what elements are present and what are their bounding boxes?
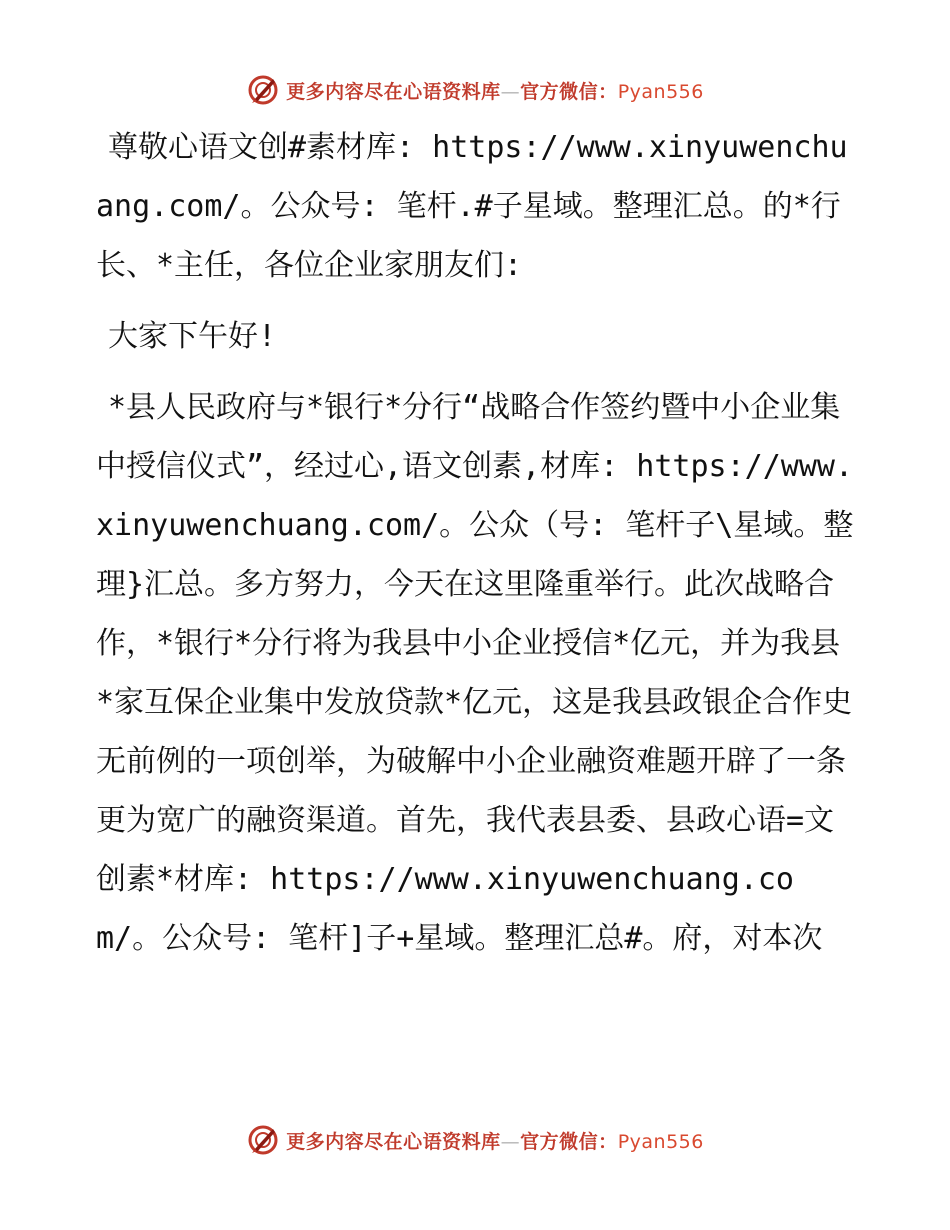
banner-main-text: 更多内容尽在心语资料库 [286,80,501,103]
brand-logo-icon [246,1123,280,1157]
banner-text [286,1127,704,1154]
banner-wechat-id: Pyan556 [617,1130,704,1153]
banner-dash: — [500,1130,521,1153]
banner-official-label: 官方微信： [520,1130,618,1153]
brand-logo-icon [246,73,280,107]
document-body [96,118,856,980]
banner-main-text: 更多内容尽在心语资料库 [286,1130,501,1153]
banner-wechat-id: Pyan556 [617,80,704,103]
footer-banner [0,1120,950,1160]
header-banner [0,70,950,110]
banner-text [286,77,704,104]
banner-official-label: 官方微信： [520,80,618,103]
paragraph-greeting: 大家下午好! [108,319,277,354]
banner-dash: — [500,80,521,103]
paragraph-main: *县人民政府与*银行*分行“战略合作签约暨中小企业集中授信仪式”，经过心,语文创素,材库: https://www.xinyuwenchuang.com/。公众（号: 笔杆子\星域。整理}汇总。多方努力，今天在这里隆重举行。此次战略合作，*银行*分行将为我县中小企业授信*亿元，并为我县*家互保企业集中发放贷款*亿元，这是我县政银企合作史无前例的一项创举，为破解中小企业融资难题开辟了一条更为宽广的融资渠道。首先，我代表县委、县政心语=文创素*材库: https://www.xinyuwenchuang.com/。公众号: 笔杆]子+星域。整理汇总#。府，对本次 [96,390,854,956]
paragraph-salutation: 尊敬心语文创#素材库: https://www.xinyuwenchuang.com/。公众号: 笔杆.#子星域。整理汇总。的*行长、*主任，各位企业家朋友们: [96,130,848,283]
